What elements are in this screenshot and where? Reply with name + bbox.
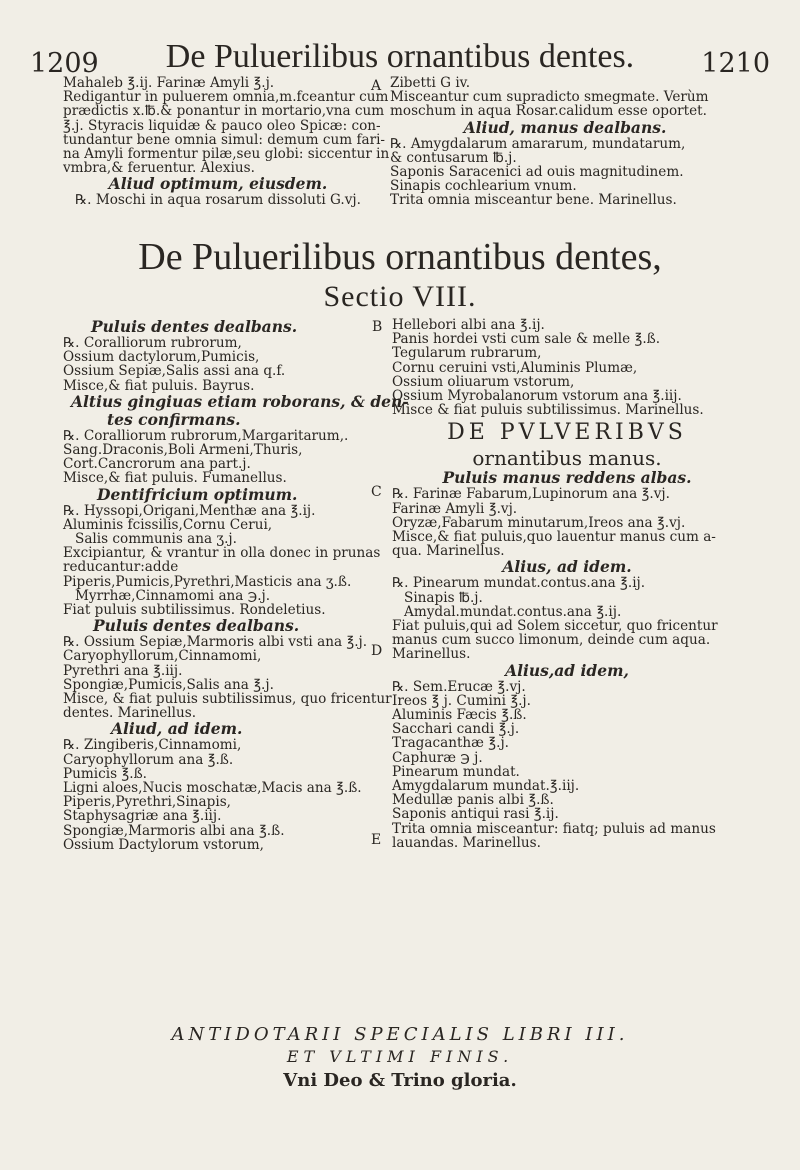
heading-dentifricium: Dentifricium optimum.	[97, 484, 298, 504]
heading-manus-albas: Puluis manus reddens albas.	[442, 468, 692, 488]
heading-puluis-dentes: Puluis dentes dealbans.	[91, 317, 298, 336]
marker-e: E	[371, 832, 382, 848]
heading-puluis-dentes-2: Puluis dentes dealbans.	[93, 616, 300, 636]
heading-alius-ad-idem-2: Alius,ad idem,	[505, 660, 629, 680]
section-number: Sectio VIII.	[323, 280, 477, 313]
subtitle-ornantibus-manus: ornantibus manus.	[472, 446, 662, 471]
running-title: De Puluerilibus ornantibus dentes.	[165, 38, 635, 75]
page-number-left: 1209	[30, 48, 99, 79]
colophon-line-2: ET VLTIMI FINIS.	[286, 1047, 514, 1066]
top-right-block: Zibetti G iv. Misceantur cum supradicto smegmate. Verùm moschum in aqua Rosar.calidum esse oportet. Aliud, manus dealbans. ℞. Amygdalarum amararum, mundatarum, & contusarum ℔.j. Saponis Saracenici ad ouis magnitudinem. Sinapis cochlearium vnum. Trita omnia misceantur bene. Marinellus.	[390, 76, 740, 208]
page-number-right: 1210	[701, 48, 770, 79]
top-left-block: Mahaleb ℥.ij. Farinæ Amyli ℥.j. Redigantur in puluerem omnia,m.fceantur cum prædictis x.℔.& ponantur in mortario,vna cum ℥.j. Styracis liquidæ & pauco oleo Spicæ: con- tundantur bene omnia simul: demum cum fari- na Amyli formentur pilæ,seu globi: siccentur in vmbra,& feruentur. Alexius. Aliud optimum, eiusdem. ℞. Moschi in aqua rosarum dissoluti G.vj.	[63, 75, 390, 209]
marker-a: A	[371, 78, 382, 94]
heading-manus-dealbans: Aliud, manus dealbans.	[463, 117, 667, 137]
colophon-line-1: ANTIDOTARII SPECIALIS LIBRI III.	[171, 1024, 629, 1045]
colophon-line-3: Vni Deo & Trino gloria.	[283, 1070, 517, 1091]
subtitle-de-pulveribus: DE PVLVERIBVS	[447, 420, 687, 446]
heading-aliud-ad-idem: Aliud, ad idem.	[111, 719, 243, 739]
left-column: Puluis dentes dealbans. ℞. Coralliorum rubrorum, Ossium dactylorum,Pumicis, Ossium Sepiæ,Salis assi ana q.f. Misce,& fiat puluis. Bayrus. Altius gingiuas etiam roborans, & den- tes confirmans. ℞. Coralliorum rubrorum,Margaritarum,. Sang.Draconis,Boli Armeni,Thuris, Cort.Cancrorum ana part.j. Misce,& fiat puluis. Fumanellus. Dentifricium optimum. ℞. Hyssopi,Origani,Menthæ ana ℥.ij. Aluminis fcissilis,Cornu Cerui, Salis communis ana ʒ.j. Excipiantur, & vrantur in olla donec in prunas reducantur:adde Piperis,Pumicis,Pyrethri,Masticis ana ʒ.ß. Myrrhæ,Cinnamomi ana ℈.j. Fiat puluis subtilissimus. Rondeletius. Puluis dentes dealbans. ℞. Ossium Sepiæ,Marmoris albi vsti ana ℥.j. Caryophyllorum,Cinnamomi, Pyrethri ana ℥.iij. Spongiæ,Pumicis,Salis ana ℥.j. Misce, & fiat puluis subtilissimus, quo fricentur dentes. Marinellus. Aliud, ad idem. ℞. Zingiberis,Cinnamomi, Caryophyllorum ana ℥.ß. Pumicis ℥.ß. Ligni aloes,Nucis moschatæ,Macis ana ℥.ß. Piperis,Pyrethri,Sinapis, Staphysagriæ ana ℥.iij. Spongiæ,Marmoris albi ana ℥.ß. Ossium Dactylorum vstorum,	[63, 317, 409, 853]
marker-d: D	[371, 643, 383, 659]
heading-aliud-optimum: Aliud optimum, eiusdem.	[108, 174, 328, 194]
heading-alius-ad-idem: Alius, ad idem.	[502, 557, 632, 577]
marker-c: C	[371, 484, 382, 500]
marker-b: B	[372, 319, 383, 335]
section-main-title: De Puluerilibus ornantibus dentes,	[138, 236, 662, 278]
heading-gingiuas: Altius gingiuas etiam roborans, & den-	[71, 391, 409, 411]
right-column: Hellebori albi ana ℥.ij. Panis hordei vsti cum sale & melle ℥.ß. Tegularum rubrarum, Cornu ceruini vsti,Aluminis Plumæ, Ossium oliuarum vstorum, Ossium Myrobalanorum vstorum ana ℥.iij. Misce & fiat puluis subtilissimus. Marinellus. DE PVLVERIBVS ornantibus manus. Puluis manus reddens albas. ℞. Farinæ Fabarum,Lupinorum ana ℥.vj. Farinæ Amyli ℥.vj. Oryzæ,Fabarum minutarum,Ireos ana ℥.vj. Misce,& fiat puluis,quo lauentur manus cum a- qua. Marinellus. Alius, ad idem. ℞. Pinearum mundat.contus.ana ℥.ij. Sinapis ℔.j. Amydal.mundat.contus.ana ℥.ij. Fiat puluis,qui ad Solem siccetur, quo fricentur manus cum succo limonum, deinde cum aqua. Marinellus. Alius,ad idem, ℞. Sem.Erucæ ℥.vj. Ireos ℥ j. Cumini ℥.j. Aluminis Fæcis ℥.ß. Sacchari candi ℥.j. Tragacanthæ ℥.j. Caphuræ ℈ j. Pinearum mundat. Amygdalarum mundat.℥.iij. Medullæ panis albi ℥.ß. Saponis antiqui rasi ℥.ij. Trita omnia misceantur: fiatq; puluis ad manus lauandas. Marinellus.	[392, 318, 742, 850]
